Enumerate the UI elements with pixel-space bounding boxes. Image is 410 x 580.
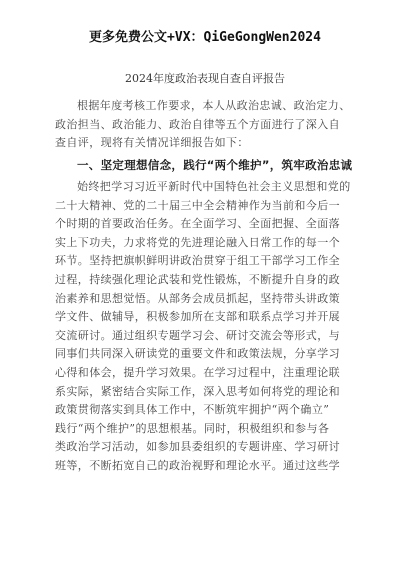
body-paragraph: [55, 178, 357, 476]
body-line: 班等，不断拓宽自己的政治视野和理论水平。通过这些学: [55, 458, 340, 472]
body-line: 同事们共同深入研读党的重要文件和政策法规，分享学习: [55, 347, 340, 361]
body-line: 交流研讨。通过组织专题学习会、研讨交流会等形式，与: [55, 328, 340, 342]
intro-line: 查自评，现将有关情况详细报告如下：: [55, 136, 249, 150]
body-line: 心得和体会，提升学习效果。在学习过程中，注重理论联: [55, 365, 340, 379]
intro-paragraph: [55, 97, 357, 153]
body-line: 政策贯彻落实到具体工作中，不断筑牢拥护“两个确立”: [55, 403, 330, 417]
section-heading: 一、坚定理想信念，践行“两个维护”，筑牢政治忠诚: [77, 158, 353, 172]
body-line: 过程，持续强化理论武装和党性锻炼，不断提升自身的政: [55, 272, 340, 286]
body-line: 学文件、做辅导，积极参加所在支部和联系点学习并开展: [55, 310, 340, 324]
promo-banner: 更多免费公文+VX：QiGeGongWen2024: [89, 30, 321, 45]
body-line: 实上下功夫，力求将党的先进理论融入日常工作的每一个: [55, 235, 340, 249]
intro-line: 政治担当、政治能力、政治自律等五个方面进行了深入自: [55, 117, 340, 131]
body-line: 始终把学习习近平新时代中国特色社会主义思想和党的: [77, 180, 351, 193]
body-line: 环节。坚持把旗帜鲜明讲政治贯穿于组工干部学习工作全: [55, 254, 340, 268]
body-line: 践行“两个维护”的思想根基。同时，积极组织和参与各: [55, 421, 330, 435]
body-line: 个时期的首要政治任务。在全面学习、全面把握、全面落: [55, 217, 340, 231]
body-line: 类政治学习活动，如参加县委组织的专题讲座、学习研讨: [55, 440, 340, 454]
body-line: 二十大精神、党的二十届三中全会精神作为当前和今后一: [55, 198, 340, 212]
body-line: 治素养和思想觉悟。从部务会成员抓起，坚持带头讲政策: [55, 291, 340, 305]
document-title: 2024年度政治表现自查自评报告: [125, 72, 285, 85]
intro-line: 根据年度考核工作要求，本人从政治忠诚、政治定力、: [77, 99, 351, 112]
body-line: 系实际，紧密结合实际工作，深入思考如何将党的理论和: [55, 384, 340, 398]
